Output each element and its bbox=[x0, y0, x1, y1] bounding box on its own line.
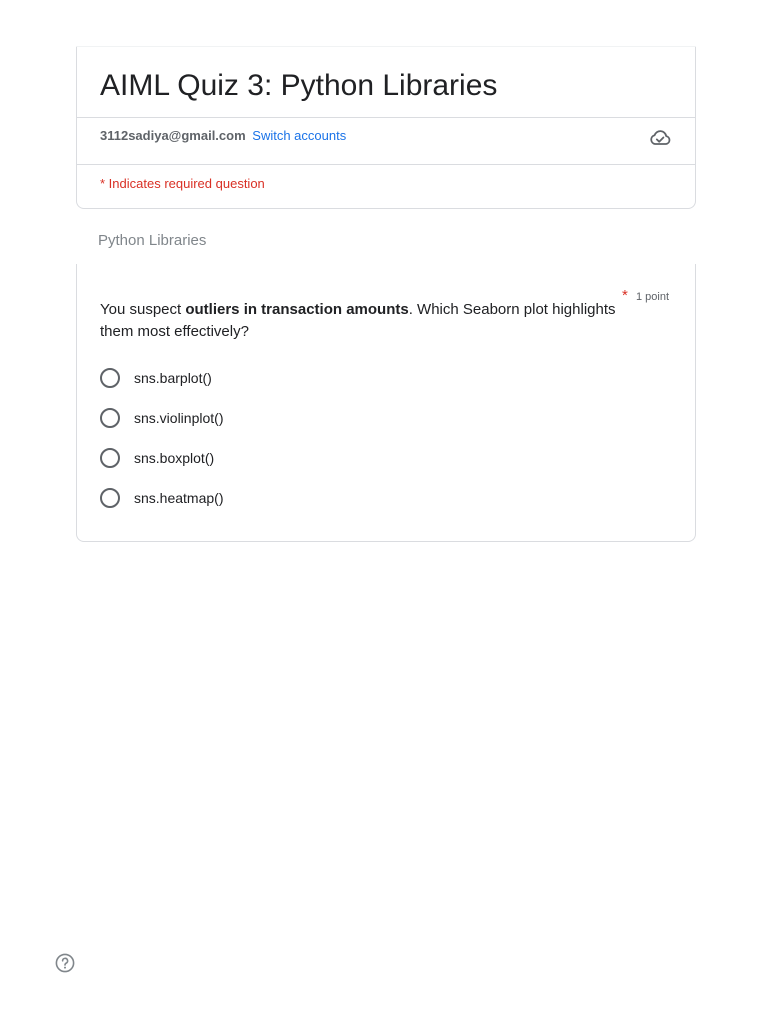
option-barplot[interactable] bbox=[100, 366, 212, 390]
option-heatmap[interactable] bbox=[100, 486, 223, 510]
radio-button[interactable] bbox=[100, 488, 120, 508]
account-email: 3112sadiya@gmail.com bbox=[100, 128, 246, 143]
cloud-saved-icon bbox=[649, 130, 671, 146]
switch-accounts-link[interactable]: Switch accounts bbox=[252, 128, 347, 143]
section-title: Python Libraries bbox=[98, 232, 207, 249]
question-text-end: . Which Seaborn plot highlights them most effectively? bbox=[100, 301, 616, 340]
question-text bbox=[100, 299, 630, 343]
option-boxplot[interactable] bbox=[100, 446, 214, 470]
form-title: AIML Quiz 3: Python Libraries bbox=[100, 69, 498, 102]
divider bbox=[77, 164, 695, 165]
option-label: sns.heatmap() bbox=[134, 490, 224, 506]
radio-button[interactable] bbox=[100, 408, 120, 428]
option-label: sns.barplot() bbox=[134, 370, 212, 386]
radio-button[interactable] bbox=[100, 448, 120, 468]
required-question-note: * Indicates required question bbox=[100, 176, 265, 191]
question-card bbox=[76, 264, 696, 542]
account-row bbox=[100, 128, 346, 144]
question-text-emphasis: outliers in transaction amounts bbox=[185, 301, 409, 318]
option-label: sns.boxplot() bbox=[134, 450, 215, 466]
radio-button[interactable] bbox=[100, 368, 120, 388]
divider bbox=[77, 117, 695, 118]
option-violinplot[interactable] bbox=[100, 406, 223, 430]
required-asterisk: * bbox=[622, 287, 628, 304]
form-header-card bbox=[76, 46, 696, 209]
option-label: sns.violinplot() bbox=[134, 410, 224, 426]
question-text-start: You suspect bbox=[100, 301, 186, 318]
help-icon[interactable] bbox=[55, 953, 75, 973]
question-points: 1 point bbox=[636, 291, 670, 303]
